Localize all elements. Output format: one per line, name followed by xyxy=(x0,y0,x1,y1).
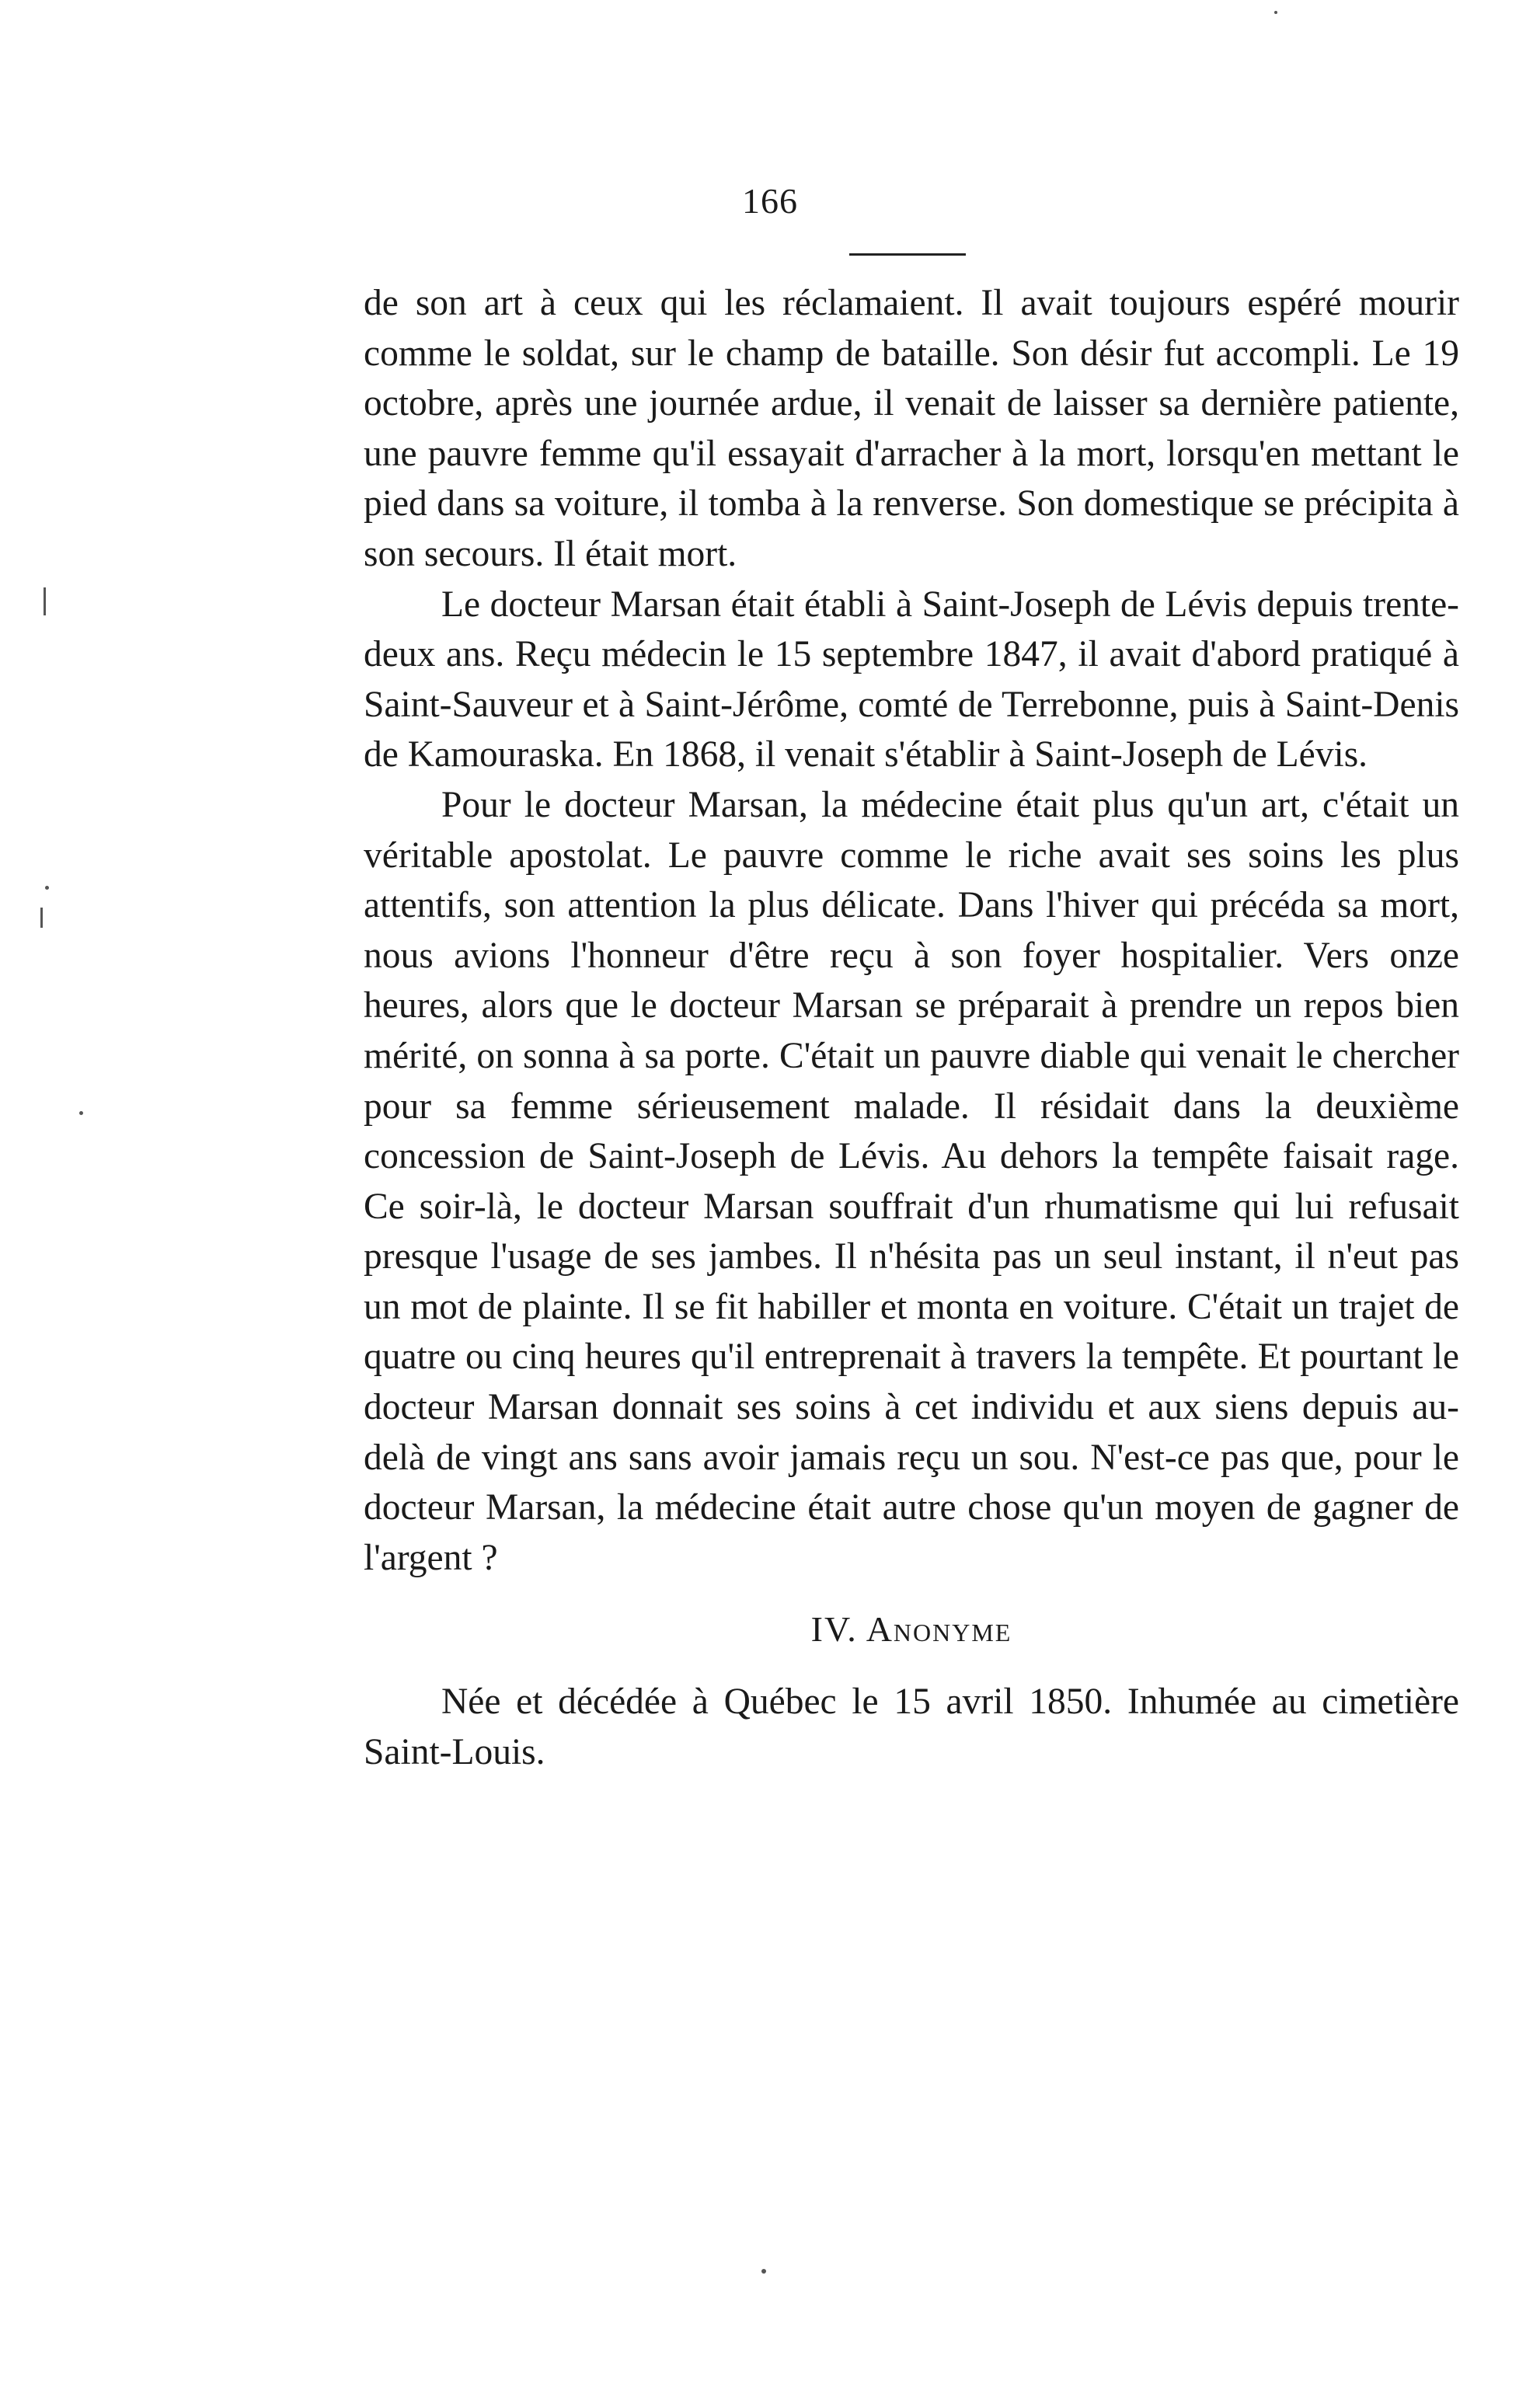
margin-speck xyxy=(40,908,43,928)
section-heading: IV. Anonyme xyxy=(810,1609,1012,1650)
paragraph-anonyme: Née et décédée à Québec le 15 avril 1850. Inhumée au cimetière Saint-Louis. xyxy=(364,1681,1459,1772)
header-rule xyxy=(849,253,966,256)
margin-speck xyxy=(45,886,49,890)
margin-speck xyxy=(44,587,46,615)
body-text xyxy=(364,278,1459,1777)
margin-speck xyxy=(1274,11,1277,14)
paragraph-continuation: de son art à ceux qui les réclamaient. Il avait toujours espéré mourir comme le soldat, sur le champ de bataille. Son désir fut accompli. Le 19 octobre, après une journée ardue, il venait de laisser sa dernière patiente, une pauvre femme qu'il essayait d'arracher à la mort, lorsqu'en mettant le pied dans sa voiture, il tomba à la renverse. Son domestique se précipita à son secours. Il était mort. xyxy=(364,283,1459,574)
paragraph-marsan-career: Le docteur Marsan était établi à Saint-Joseph de Lévis depuis trente-deux ans. Reçu médecin le 15 septembre 1847, il avait d'abord pratiqué à Saint-Sauveur et à Saint-Jérôme, comté de Terrebonne, puis à Saint-Denis de Kamouraska. En 1868, il venait s'établir à Saint-Joseph de Lévis. xyxy=(364,584,1459,775)
margin-speck xyxy=(79,1111,83,1115)
margin-speck xyxy=(761,2269,766,2274)
page-number: 166 xyxy=(742,181,798,221)
paragraph-marsan-apostolate: Pour le docteur Marsan, la médecine était plus qu'un art, c'était un véritable apostolat. Le pauvre comme le riche avait ses soins les plus attentifs, son attention la plus délicate. Dans l'hiver qui précéda sa mort, nous avions l'honneur d'être reçu à son foyer hospitalier. Vers onze heures, alors que le docteur Marsan se préparait à prendre un repos bien mérité, on sonna à sa porte. C'était un pauvre diable qui venait le chercher pour sa femme sérieusement malade. Il résidait dans la deuxième concession de Saint-Joseph de Lévis. Au dehors la tempête faisait rage. Ce soir-là, le docteur Marsan souffrait d'un rhumatisme qui lui refusait presque l'usage de ses jambes. Il n'hésita pas un seul instant, il n'eut pas un mot de plainte. Il se fit habiller et monta en voiture. C'était un trajet de quatre ou cinq heures qu'il entreprenait à travers la tempête. Et pourtant le docteur Marsan donnait ses soins à cet individu et aux siens depuis au-delà de vingt ans sans avoir jamais reçu un sou. N'est-ce pas que, pour le docteur Marsan, la médecine était autre chose qu'un moyen de gagner de l'argent ? xyxy=(364,784,1459,1578)
